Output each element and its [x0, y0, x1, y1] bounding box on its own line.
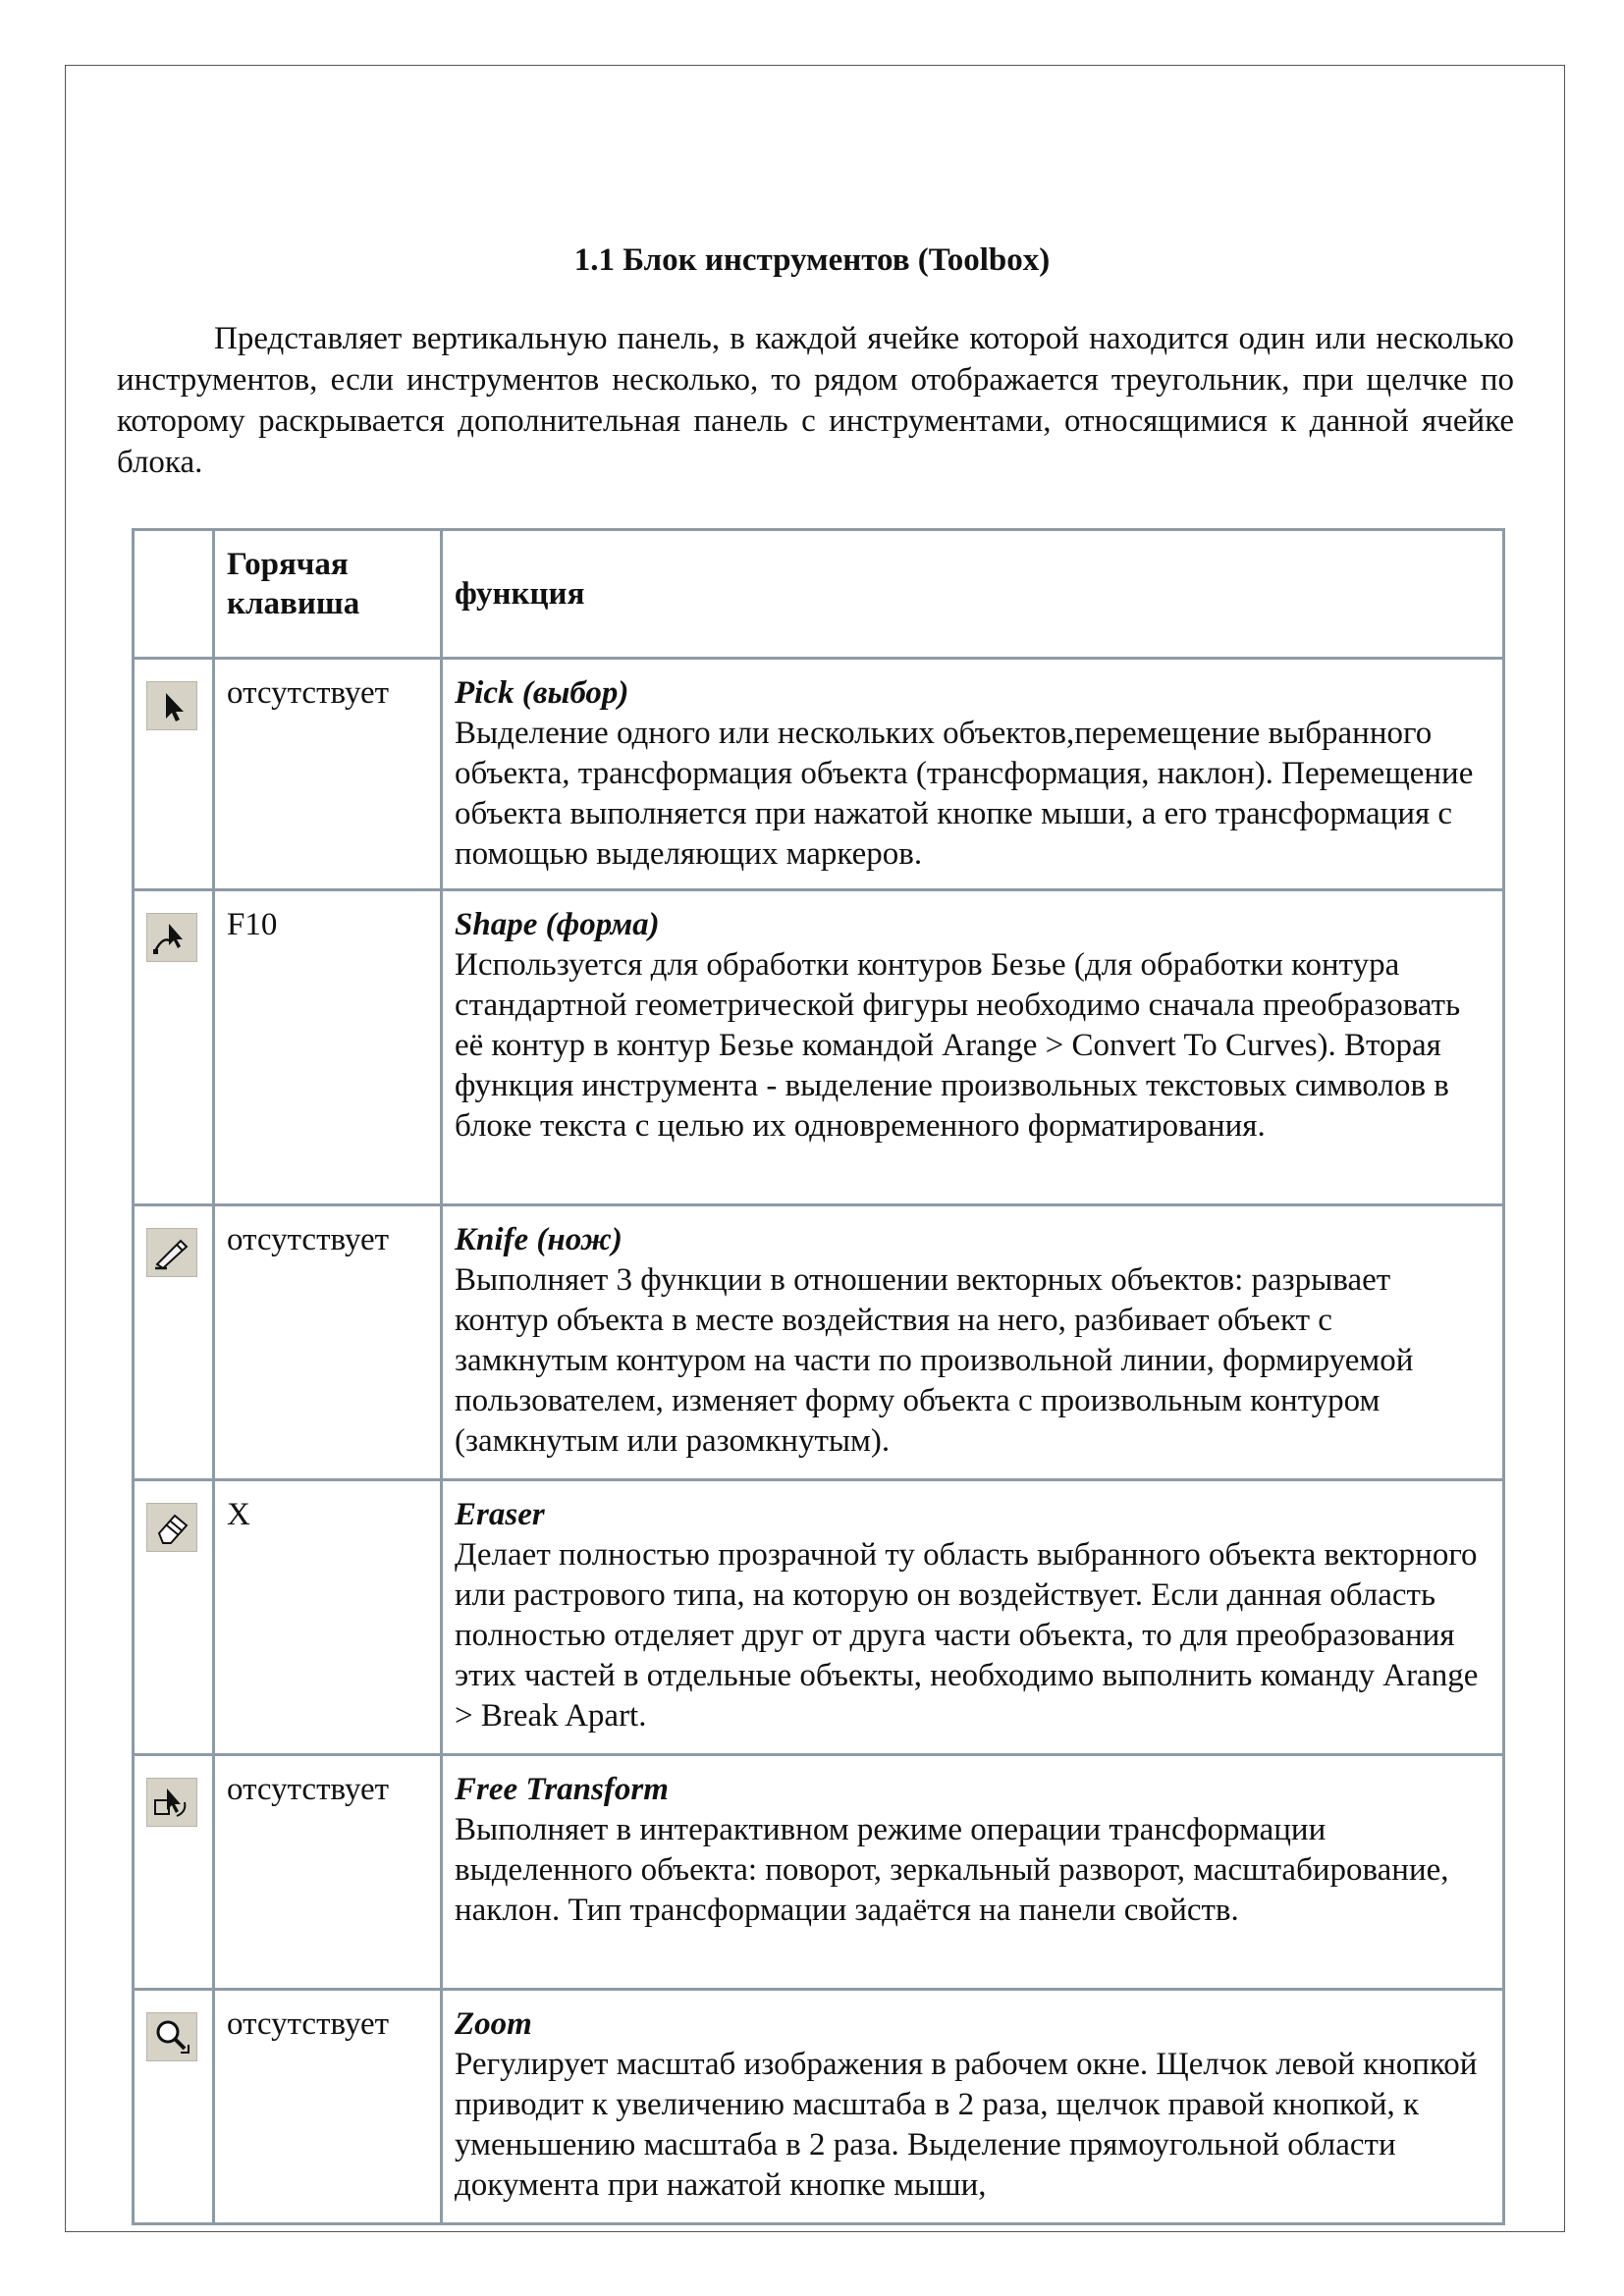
toolbox-table — [132, 528, 1505, 2225]
table-row — [134, 659, 1504, 890]
section-title: 1.1 Блок инструментов (Toolbox) — [573, 242, 1051, 278]
tool-description: Делает полностью прозрачной ту область выбранного объекта векторного или растрового типа, на которую он воздействует. Если данная область полностью отделяет друг от друга части объекта, то для преобразования этих частей в отдельные объекты, необходимо выполнить команду Arange > Break Apart. — [455, 1537, 1479, 1734]
tool-name: Eraser — [455, 1497, 545, 1532]
tool-description: Используется для обработки контуров Безье (для обработки контура стандартной геометрической фигуры необходимо сначала преобразовать её контур в контур Безье командой Arange > Convert To Curves). Вторая функция инструмента - выделение произвольных текстовых символов в блоке текста с целью их одновременного форматирования. — [455, 947, 1461, 1144]
icon-cell — [134, 890, 214, 1205]
tool-name: Knife (нож) — [455, 1222, 623, 1257]
header-function: функция — [442, 530, 1504, 659]
shape-tool-icon — [146, 913, 197, 962]
hotkey-cell: отсутствует — [214, 1990, 442, 2224]
hotkey-cell: F10 — [214, 890, 442, 1205]
icon-cell — [134, 1990, 214, 2224]
function-cell — [442, 890, 1504, 1205]
icon-cell — [134, 1480, 214, 1755]
free-transform-tool-icon — [146, 1778, 197, 1827]
icon-cell — [134, 659, 214, 890]
tool-name: Zoom — [455, 2006, 532, 2042]
hotkey-cell: X — [214, 1480, 442, 1755]
table-row — [134, 1755, 1504, 1990]
hotkey-cell: отсутствует — [214, 1205, 442, 1480]
function-cell — [442, 1205, 1504, 1480]
table-row — [134, 1990, 1504, 2224]
table-row — [134, 1480, 1504, 1755]
tool-name: Shape (форма) — [455, 907, 660, 942]
header-hotkey: Горячая клавиша — [214, 530, 442, 659]
function-cell — [442, 1990, 1504, 2224]
tool-description: Выполняет в интерактивном режиме операции трансформации выделенного объекта: поворот, зеркальный разворот, масштабирование, наклон. Тип трансформации задаётся на панели свойств. — [455, 1812, 1449, 1928]
table-header-row — [134, 530, 1504, 659]
knife-tool-icon — [146, 1228, 197, 1277]
table-row — [134, 890, 1504, 1205]
header-icon-cell — [134, 530, 214, 659]
tool-description: Регулирует масштаб изображения в рабочем окне. Щелчок левой кнопкой приводит к увеличению масштаба в 2 раза, щелчок правой кнопкой, к уменьшению масштаба в 2 раза. Выделение прямоугольной области документа при нажатой кнопке мыши, — [455, 2047, 1478, 2203]
icon-cell — [134, 1205, 214, 1480]
hotkey-cell: отсутствует — [214, 1755, 442, 1990]
hotkey-cell: отсутствует — [214, 659, 442, 890]
eraser-tool-icon — [146, 1503, 197, 1552]
zoom-tool-icon — [146, 2012, 197, 2061]
table-row — [134, 1205, 1504, 1480]
tool-description: Выполняет 3 функции в отношении векторных объектов: разрывает контур объекта в месте воздействия на него, разбивает объект с замкнутым контуром на части по произвольной линии, формируемой пользователем, изменяет форму объекта с произвольным контуром (замкнутым или разомкнутым). — [455, 1262, 1414, 1459]
icon-cell — [134, 1755, 214, 1990]
function-cell — [442, 659, 1504, 890]
function-cell — [442, 1755, 1504, 1990]
tool-description: Выделение одного или нескольких объектов,перемещение выбранного объекта, трансформация объекта (трансформация, наклон). Перемещение объекта выполняется при нажатой кнопке мыши, а его трансформация с помощью выделяющих маркеров. — [455, 716, 1474, 872]
tool-name: Pick (выбор) — [455, 675, 629, 711]
tool-name: Free Transform — [455, 1772, 669, 1807]
pick-tool-icon — [146, 681, 197, 730]
function-cell — [442, 1480, 1504, 1755]
intro-paragraph: Представляет вертикальную панель, в каждой ячейке которой находится один или несколько инструментов, если инструментов несколько, то рядом отображается треугольник, при щелчке по которому раскрывается дополнительная панель с инструментами, относящимися к данной ячейке блока. — [117, 321, 1514, 480]
